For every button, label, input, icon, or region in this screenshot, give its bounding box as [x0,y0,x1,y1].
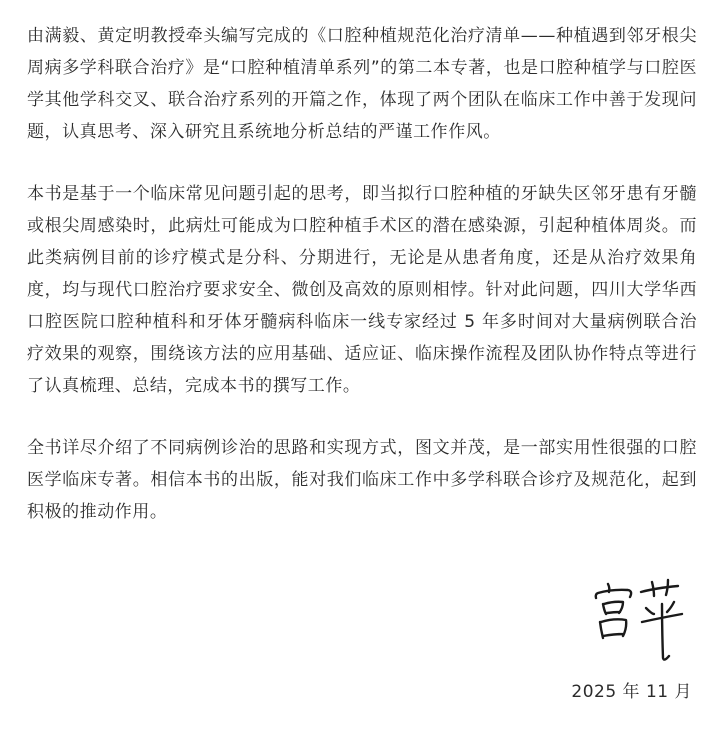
author-signature [586,570,696,670]
foreword-body [27,20,697,558]
paragraph-3: 全书详尽介绍了不同病例诊治的思路和实现方式，图文并茂，是一部实用性很强的口腔医学临床专著。相信本书的出版，能对我们临床工作中多学科联合诊疗及规范化，起到积极的推动作用。 [27,438,697,522]
paragraph-1: 由满毅、黄定明教授牵头编写完成的《口腔种植规范化治疗清单——种植遇到邻牙根尖周病多学科联合治疗》是“口腔种植清单系列”的第二本专著，也是口腔种植学与口腔医学其他学科交叉、联合治疗系列的开篇之作，体现了两个团队在临床工作中善于发现问题，认真思考、深入研究且系统地分析总结的严谨工作作风。 [27,26,697,142]
signature-date: 2025 年 11 月 [571,682,692,702]
handwritten-signature-icon [586,570,696,670]
paragraph-2: 本书是基于一个临床常见问题引起的思考，即当拟行口腔种植的牙缺失区邻牙患有牙髓或根尖周感染时，此病灶可能成为口腔种植手术区的潜在感染源，引起种植体周炎。而此类病例目前的诊疗模式是分科、分期进行，无论是从患者角度，还是从治疗效果角度，均与现代口腔治疗要求安全、微创及高效的原则相悖。针对此问题，四川大学华西口腔医院口腔种植科和牙体牙髓病科临床一线专家经过 5 年多时间对大量病例联合治疗效果的观察，围绕该方法的应用基础、适应证、临床操作流程及团队协作特点等进行了认真梳理、总结，完成本书的撰写工作。 [27,184,697,396]
